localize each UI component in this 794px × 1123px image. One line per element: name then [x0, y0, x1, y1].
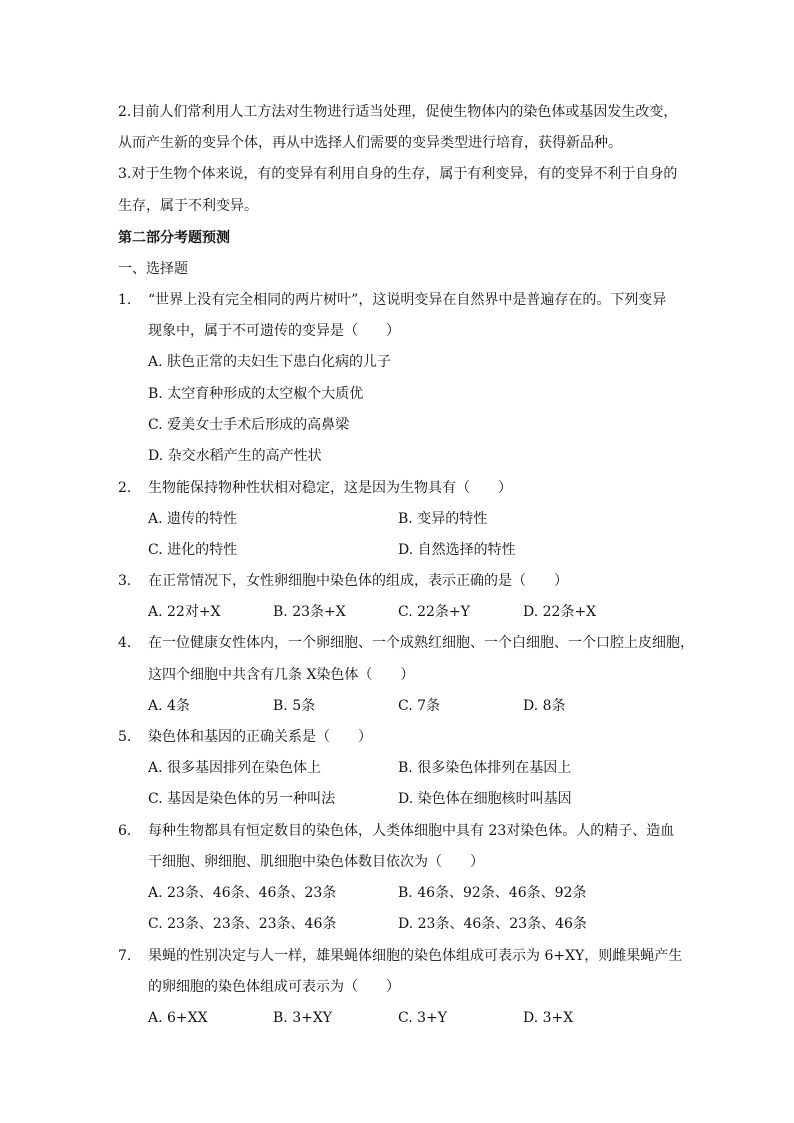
option-c: C. 22条+Y	[398, 604, 470, 620]
option-c: C. 7条	[398, 698, 441, 714]
option-a: A. 6+XX	[148, 1010, 208, 1026]
question-number: 3.	[118, 573, 132, 589]
question-number: 2.	[118, 480, 132, 496]
option-d: D. 8条	[523, 698, 566, 714]
question-text-line: “世界上没有完全相同的两片树叶”，这说明变异在自然界中是普遍存在的。下列变异	[148, 292, 667, 308]
option-b: B. 很多染色体排列在基因上	[398, 760, 572, 776]
option-c: C. 23条、23条、23条、46条	[148, 916, 337, 932]
option-c: C. 3+Y	[398, 1010, 447, 1026]
question-text-line: 现象中，属于不可遗传的变异是（ ）	[148, 323, 400, 339]
option-a: A. 肤色正常的夫妇生下患白化病的儿子	[148, 354, 392, 370]
option-a: A. 很多基因排列在染色体上	[148, 760, 322, 776]
question-text-line: 的卵细胞的染色体组成可表示为（ ）	[148, 979, 400, 995]
option-c: C. 爱美女士手术后形成的高鼻梁	[148, 417, 350, 433]
intro-line-4: 生存，属于不利变异。	[118, 198, 258, 214]
question-text-line: 每种生物都具有恒定数目的染色体，人类体细胞中具有 23对染色体。人的精子、造血	[148, 823, 675, 839]
option-a: A. 4条	[148, 698, 190, 714]
option-d: D. 23条、46条、23条、46条	[398, 916, 587, 932]
option-d: D. 3+X	[523, 1010, 574, 1026]
option-a: A. 23条、46条、46条、23条	[148, 885, 337, 901]
option-c: C. 基因是染色体的另一种叫法	[148, 791, 336, 807]
question-text-line: 果蝇的性别决定与人一样，雄果蝇体细胞的染色体组成可表示为 6+XY，则雌果蝇产生	[148, 948, 683, 964]
question-number: 6.	[118, 823, 132, 839]
question-number: 7.	[118, 948, 132, 964]
option-b: B. 46条、92条、46条、92条	[398, 885, 587, 901]
question-text-line: 生物能保持物种性状相对稳定，这是因为生物具有（ ）	[148, 480, 512, 496]
option-a: A. 遗传的特性	[148, 511, 238, 527]
option-c: C. 进化的特性	[148, 542, 238, 558]
question-number: 5.	[118, 729, 132, 745]
option-b: B. 变异的特性	[398, 511, 488, 527]
intro-line-3: 3.对于生物个体来说，有的变异有利用自身的生存，属于有利变异，有的变异不利于自身的	[118, 166, 678, 182]
question-number: 1.	[118, 292, 132, 308]
option-b: B. 5条	[273, 698, 316, 714]
question-number: 4.	[118, 635, 132, 651]
question-text-line: 干细胞、卵细胞、肌细胞中染色体数目依次为（ ）	[148, 854, 484, 870]
option-b: B. 3+XY	[273, 1010, 333, 1026]
option-b: B. 23条+X	[273, 604, 346, 620]
option-d: D. 杂交水稻产生的高产性状	[148, 448, 322, 464]
option-d: D. 染色体在细胞核时叫基因	[398, 791, 572, 807]
option-a: A. 22对+X	[148, 604, 221, 620]
intro-line-1: 2.目前人们常利用人工方法对生物进行适当处理，促使生物体内的染色体或基因发生改变，	[118, 104, 678, 120]
option-d: D. 22条+X	[523, 604, 597, 620]
option-d: D. 自然选择的特性	[398, 542, 516, 558]
question-text-line: 染色体和基因的正确关系是（ ）	[148, 729, 372, 745]
section-title: 第二部分考题预测	[118, 230, 230, 246]
intro-line-2: 从而产生新的变异个体，再从中选择人们需要的变异类型进行培育，获得新品种。	[118, 135, 622, 151]
subsection-title: 一、选择题	[118, 261, 188, 277]
question-text-line: 在正常情况下，女性卵细胞中染色体的组成，表示正确的是（ ）	[148, 573, 568, 589]
question-text-line: 这四个细胞中共含有几条 X染色体（ ）	[148, 667, 415, 683]
question-text-line: 在一位健康女性体内，一个卵细胞、一个成熟红细胞、一个白细胞、一个口腔上皮细胞，	[148, 635, 694, 651]
option-b: B. 太空育种形成的太空椒个大质优	[148, 386, 364, 402]
